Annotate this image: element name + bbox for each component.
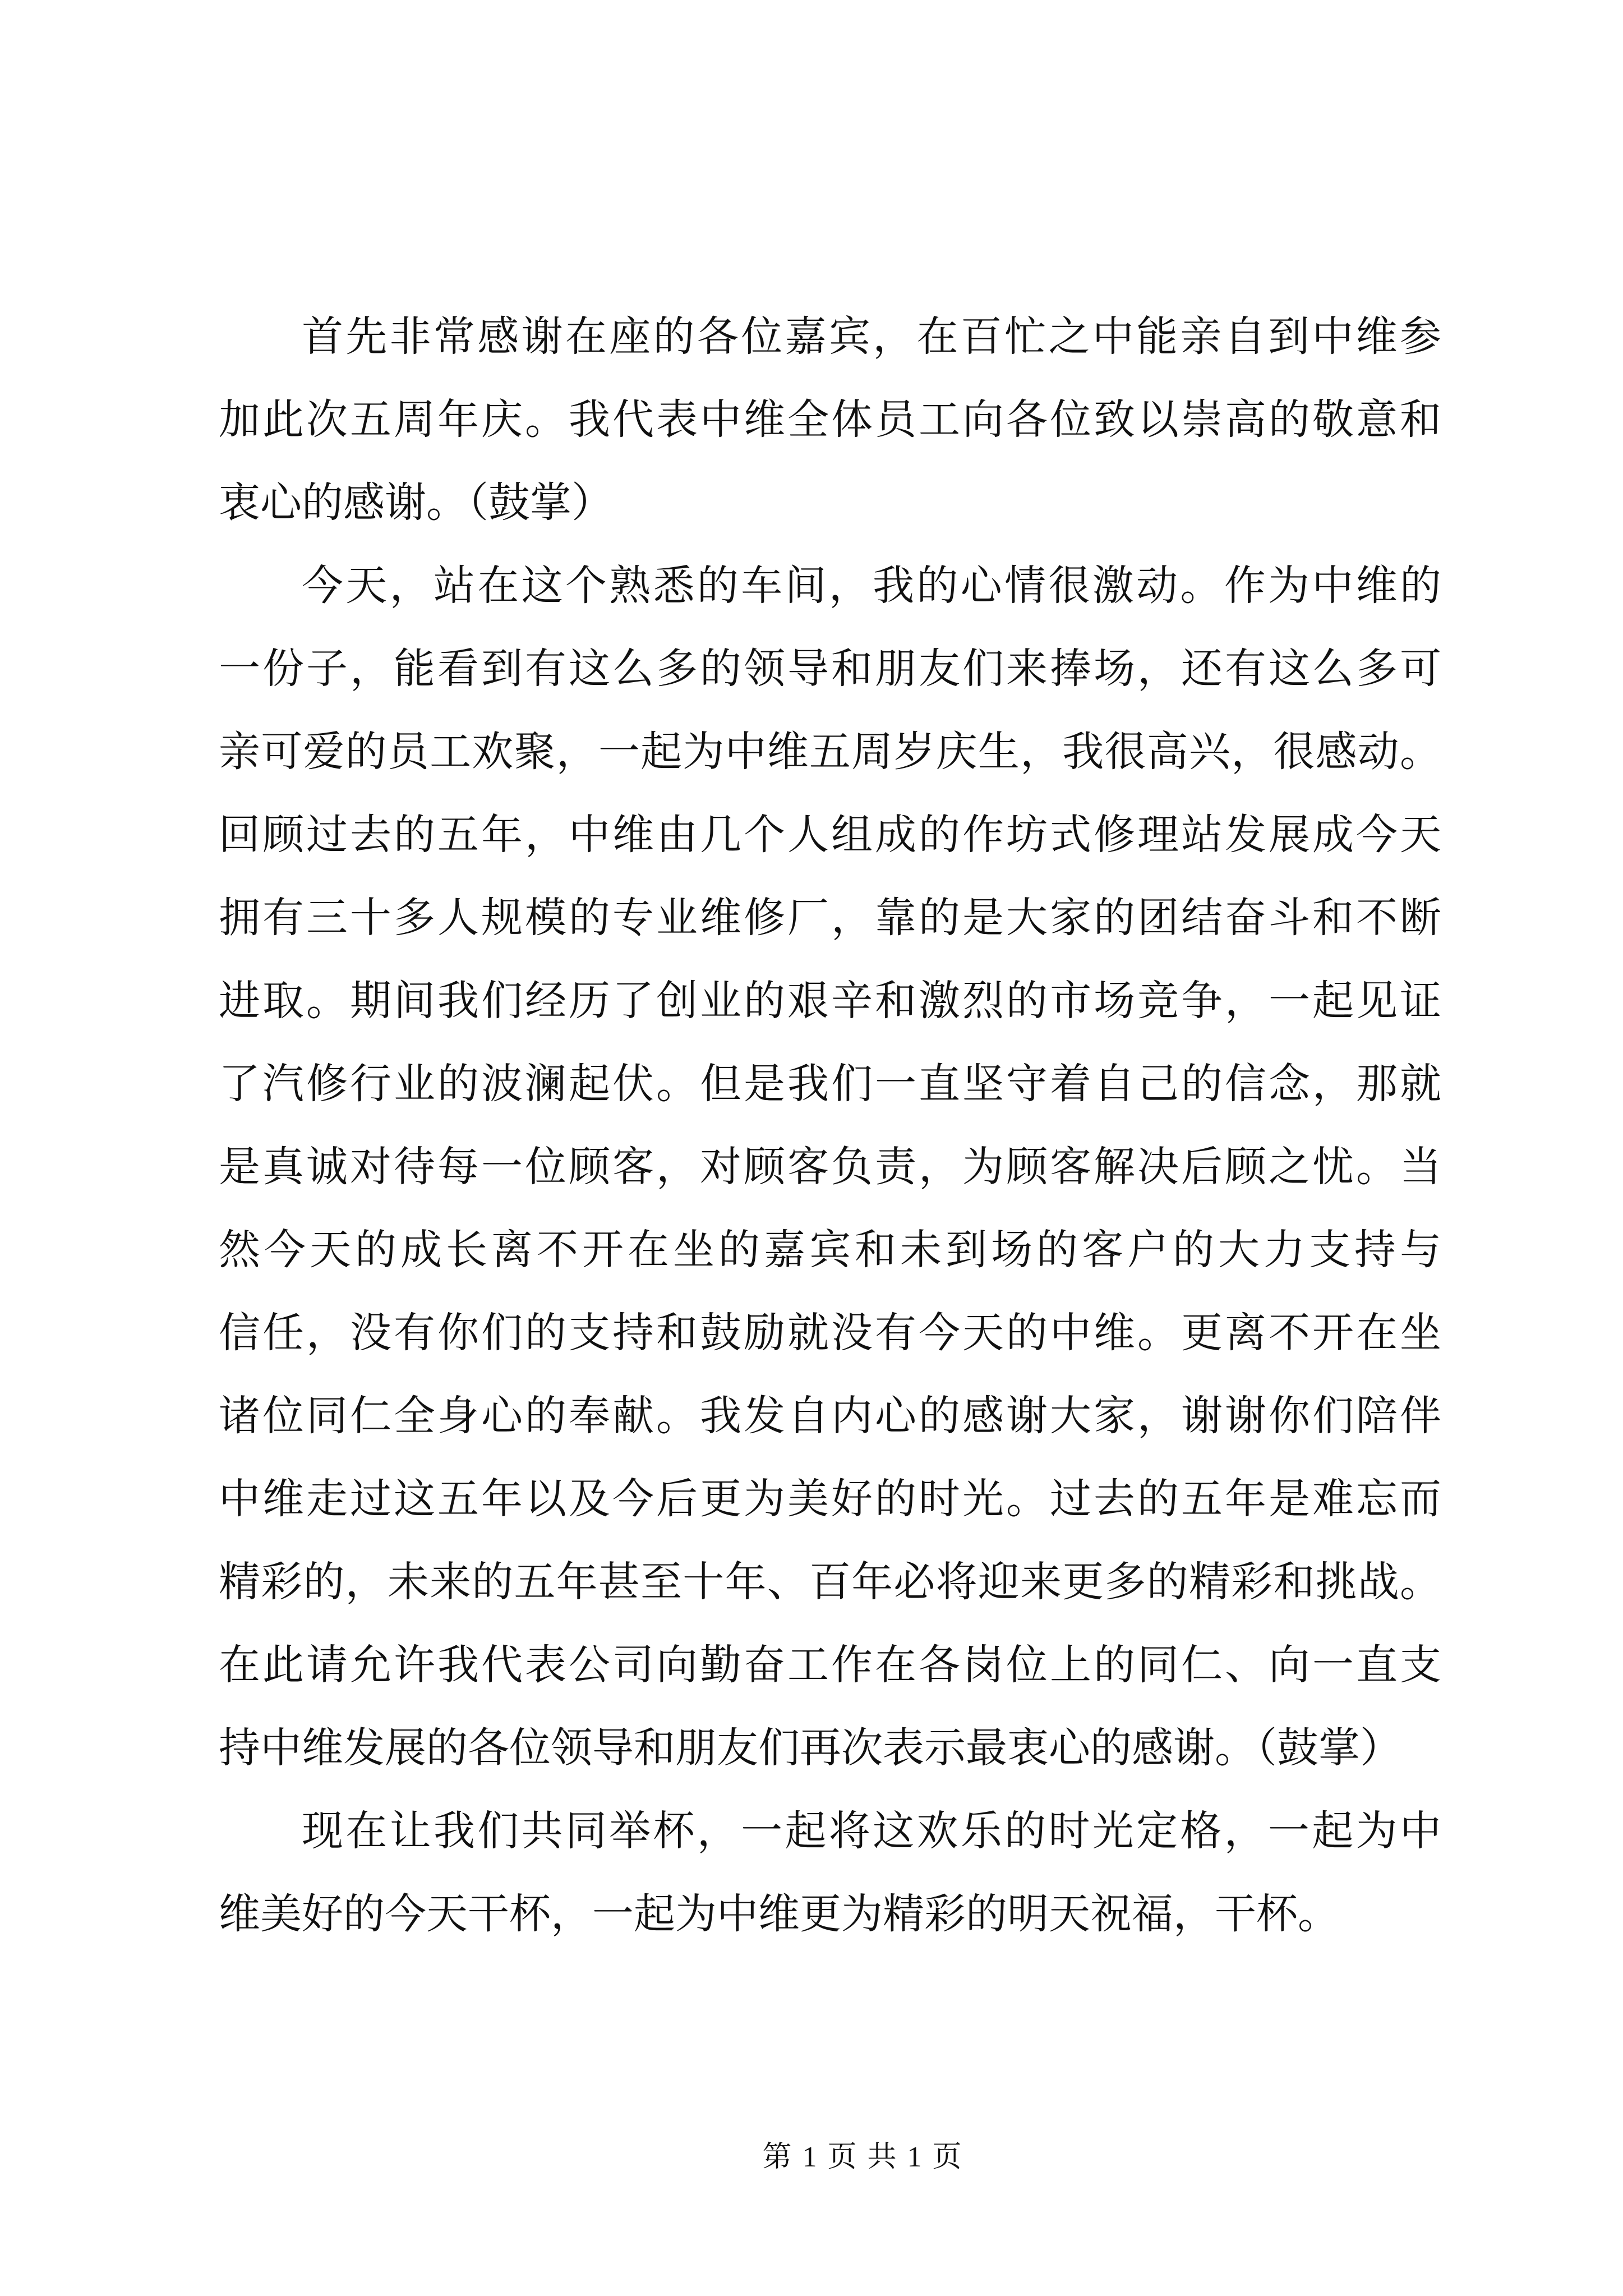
paragraph-line: 回顾过去的五年，中维由几个人组成的作坊式修理站发展成今天 (219, 811, 1441, 859)
paragraph-line: 维美好的今天干杯，一起为中维更为精彩的明天祝福，干杯。 (219, 1890, 1339, 1938)
paragraph-line: 一份子，能看到有这么多的领导和朋友们来捧场，还有这么多可 (219, 645, 1441, 693)
paragraph-line: 中维走过这五年以及今后更为美好的时光。过去的五年是难忘而 (219, 1475, 1441, 1523)
paragraph-line: 诸位同仁全身心的奉献。我发自内心的感谢大家，谢谢你们陪伴 (219, 1392, 1441, 1440)
paragraph-line: 然今天的成长离不开在坐的嘉宾和未到场的客户的大力支持与 (219, 1226, 1441, 1274)
paragraph-line: 进取。期间我们经历了创业的艰辛和激烈的市场竞争，一起见证 (219, 977, 1441, 1025)
paragraph-line: 加此次五周年庆。我代表中维全体员工向各位致以崇高的敬意和 (219, 395, 1441, 444)
paragraph-line: 衷心的感谢。（鼓掌） (219, 478, 613, 527)
paragraph-toast (219, 1789, 1441, 1955)
paragraph-line: 是真诚对待每一位顾客，对顾客负责，为顾客解决后顾之忧。当 (219, 1143, 1441, 1191)
paragraph-line: 持中维发展的各位领导和朋友们再次表示最衷心的感谢。（鼓掌） (219, 1724, 1401, 1772)
paragraph-line: 了汽修行业的波澜起伏。但是我们一直坚守着自己的信念，那就 (219, 1060, 1441, 1108)
paragraph-line: 现在让我们共同举杯，一起将这欢乐的时光定格，一起为中 (302, 1807, 1441, 1855)
paragraph-line: 精彩的，未来的五年甚至十年、百年必将迎来更多的精彩和挑战。 (219, 1558, 1441, 1606)
paragraph-five-year-review (219, 544, 1441, 1789)
paragraph-line: 亲可爱的员工欢聚，一起为中维五周岁庆生，我很高兴，很感动。 (219, 728, 1441, 776)
paragraph-line: 首先非常感谢在座的各位嘉宾，在百忙之中能亲自到中维参 (302, 312, 1441, 361)
document-body (219, 295, 1441, 1955)
paragraph-line: 在此请允许我代表公司向勤奋工作在各岗位上的同仁、向一直支 (219, 1641, 1441, 1689)
paragraph-line: 信任，没有你们的支持和鼓励就没有今天的中维。更离不开在坐 (219, 1309, 1441, 1357)
paragraph-line: 拥有三十多人规模的专业维修厂，靠的是大家的团结奋斗和不断 (219, 894, 1441, 942)
paragraph-line: 今天，站在这个熟悉的车间，我的心情很激动。作为中维的 (302, 562, 1441, 610)
paragraph-opening-thanks (219, 295, 1441, 544)
page-footer: 第 1 页 共 1 页 (762, 2141, 962, 2173)
